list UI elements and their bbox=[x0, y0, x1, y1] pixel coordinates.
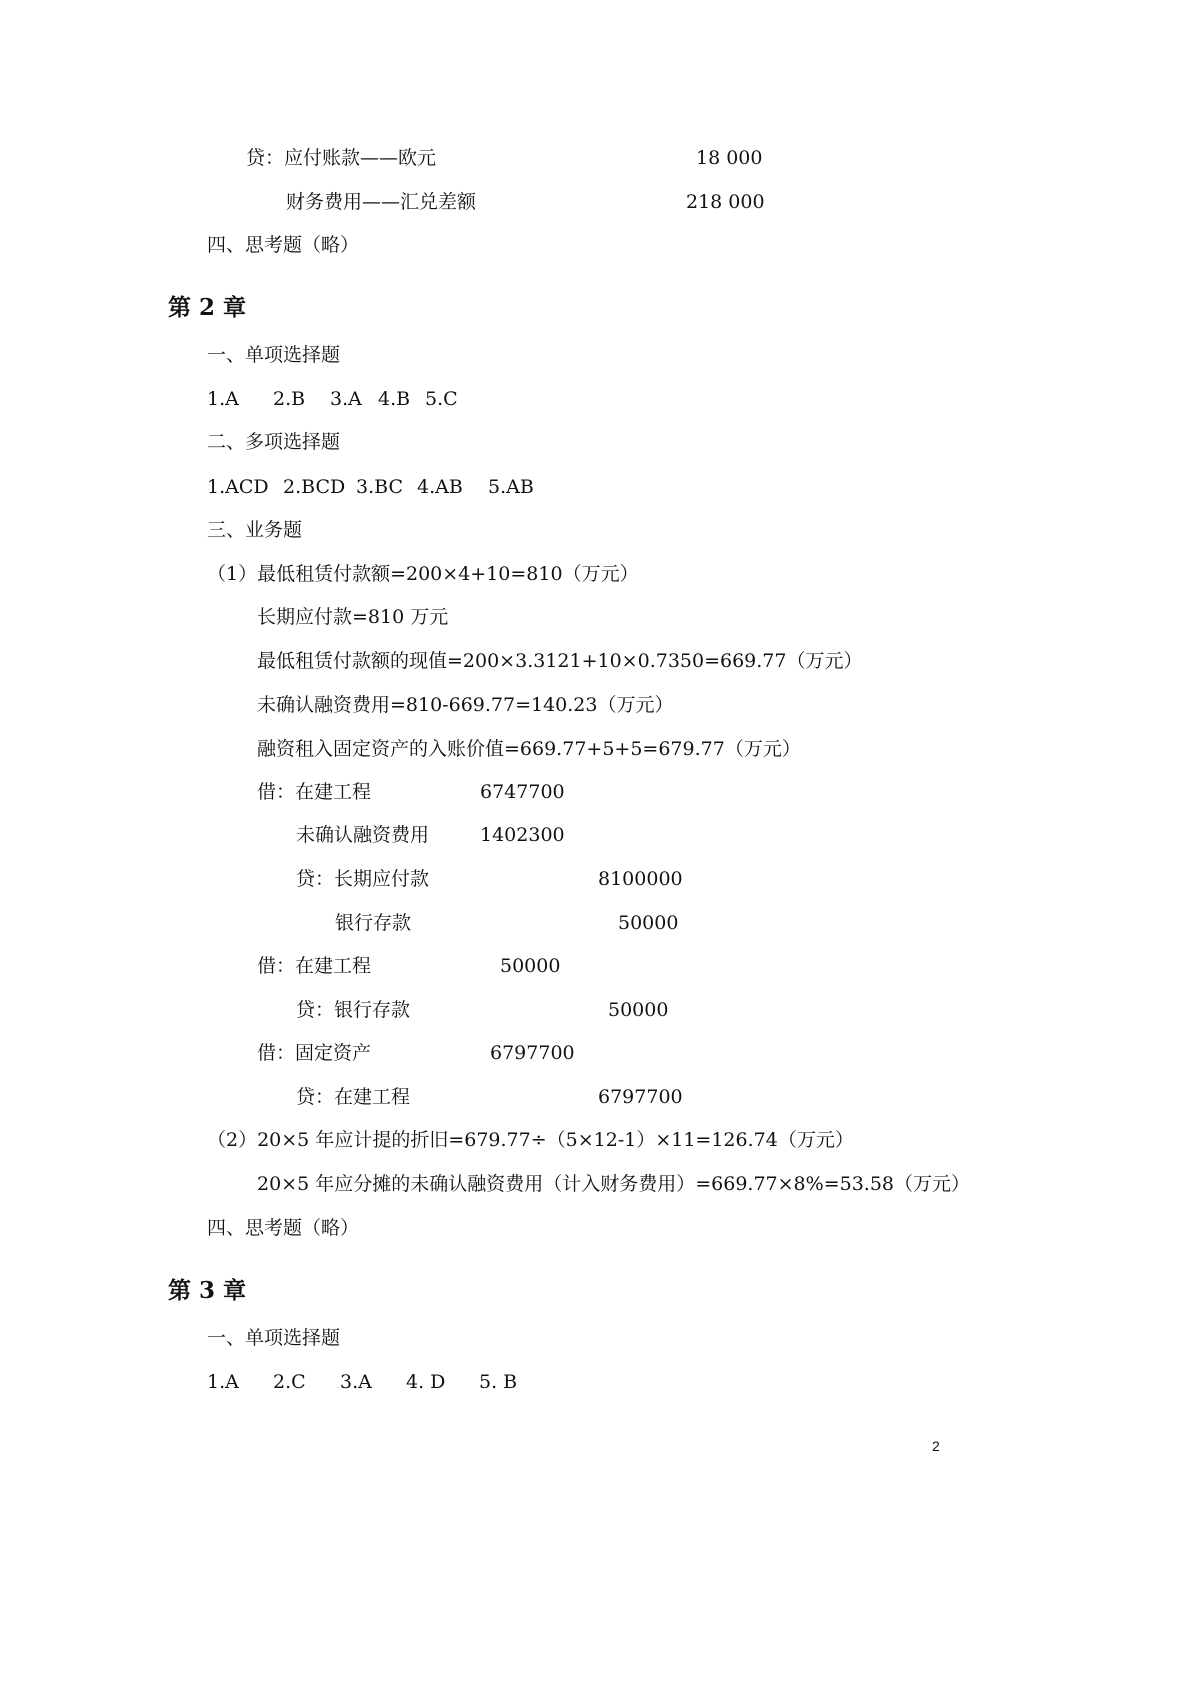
calculation-line: 未确认融资费用=810-669.77=140.23（万元） bbox=[257, 694, 674, 716]
calculation-line: 融资租入固定资产的入账价值=669.77+5+5=679.77（万元） bbox=[257, 738, 801, 760]
journal-entry-label: 贷：长期应付款 bbox=[296, 868, 430, 890]
calculation-line: 最低租赁付款额的现值=200×3.3121+10×0.7350=669.77（万元） bbox=[257, 650, 863, 672]
journal-entry-label: 借：固定资产 bbox=[257, 1042, 372, 1064]
journal-entry-label: 贷：银行存款 bbox=[296, 999, 411, 1021]
answer-item: 2.B bbox=[273, 388, 306, 410]
section-title-single-choice: 一、单项选择题 bbox=[207, 1327, 341, 1349]
journal-entry-label: 借：在建工程 bbox=[257, 955, 372, 977]
journal-entry-amount: 1402300 bbox=[480, 824, 565, 846]
section-title-multiple-choice: 二、多项选择题 bbox=[207, 431, 341, 453]
journal-entry-label: 借：在建工程 bbox=[257, 781, 372, 803]
journal-entry-amount: 50000 bbox=[500, 955, 561, 977]
answer-item: 5.AB bbox=[488, 476, 534, 498]
calculation-line: （1）最低租赁付款额=200×4+10=810（万元） bbox=[207, 563, 639, 585]
finance-expense-label: 财务费用——汇兑差额 bbox=[286, 191, 477, 213]
answer-item: 4.AB bbox=[417, 476, 463, 498]
thinking-questions-note: 四、思考题（略） bbox=[207, 234, 360, 256]
calculation-line: 20×5 年应分摊的未确认融资费用（计入财务费用）=669.77×8%=53.58（万元） bbox=[257, 1173, 971, 1195]
journal-entry-amount: 6797700 bbox=[490, 1042, 575, 1064]
journal-entry-label: 未确认融资费用 bbox=[296, 824, 430, 846]
finance-expense-amount: 218 000 bbox=[686, 191, 765, 213]
section-title-business: 三、业务题 bbox=[207, 519, 303, 541]
answer-item: 5.C bbox=[425, 388, 458, 410]
answer-item: 1.ACD bbox=[207, 476, 269, 498]
answer-item: 2.C bbox=[273, 1371, 306, 1393]
calculation-line: （2）20×5 年应计提的折旧=679.77÷（5×12-1）×11=126.74（万元） bbox=[207, 1129, 854, 1151]
answer-item: 4.B bbox=[378, 388, 411, 410]
journal-entry-amount: 6747700 bbox=[480, 781, 565, 803]
answer-item: 3.A bbox=[330, 388, 362, 410]
journal-entry-label: 银行存款 bbox=[335, 912, 412, 934]
calculation-line: 长期应付款=810 万元 bbox=[257, 606, 449, 628]
answer-item: 1.A bbox=[207, 1371, 239, 1393]
credit-entry-amount: 18 000 bbox=[696, 147, 763, 169]
journal-entry-amount: 6797700 bbox=[598, 1086, 683, 1108]
thinking-questions-note: 四、思考题（略） bbox=[207, 1217, 360, 1239]
answer-item: 4. D bbox=[406, 1371, 446, 1393]
answer-item: 2.BCD bbox=[283, 476, 346, 498]
chapter-heading: 第 2 章 bbox=[168, 294, 247, 321]
answer-item: 3.A bbox=[340, 1371, 372, 1393]
answer-item: 3.BC bbox=[356, 476, 403, 498]
section-title-single-choice: 一、单项选择题 bbox=[207, 344, 341, 366]
journal-entry-amount: 50000 bbox=[608, 999, 669, 1021]
journal-entry-amount: 8100000 bbox=[598, 868, 683, 890]
page-number: 2 bbox=[932, 1438, 940, 1454]
answer-item: 1.A bbox=[207, 388, 239, 410]
journal-entry-label: 贷：在建工程 bbox=[296, 1086, 411, 1108]
credit-entry-label: 贷：应付账款——欧元 bbox=[246, 147, 437, 169]
chapter-heading: 第 3 章 bbox=[168, 1277, 247, 1304]
journal-entry-amount: 50000 bbox=[618, 912, 679, 934]
answer-item: 5. B bbox=[479, 1371, 518, 1393]
